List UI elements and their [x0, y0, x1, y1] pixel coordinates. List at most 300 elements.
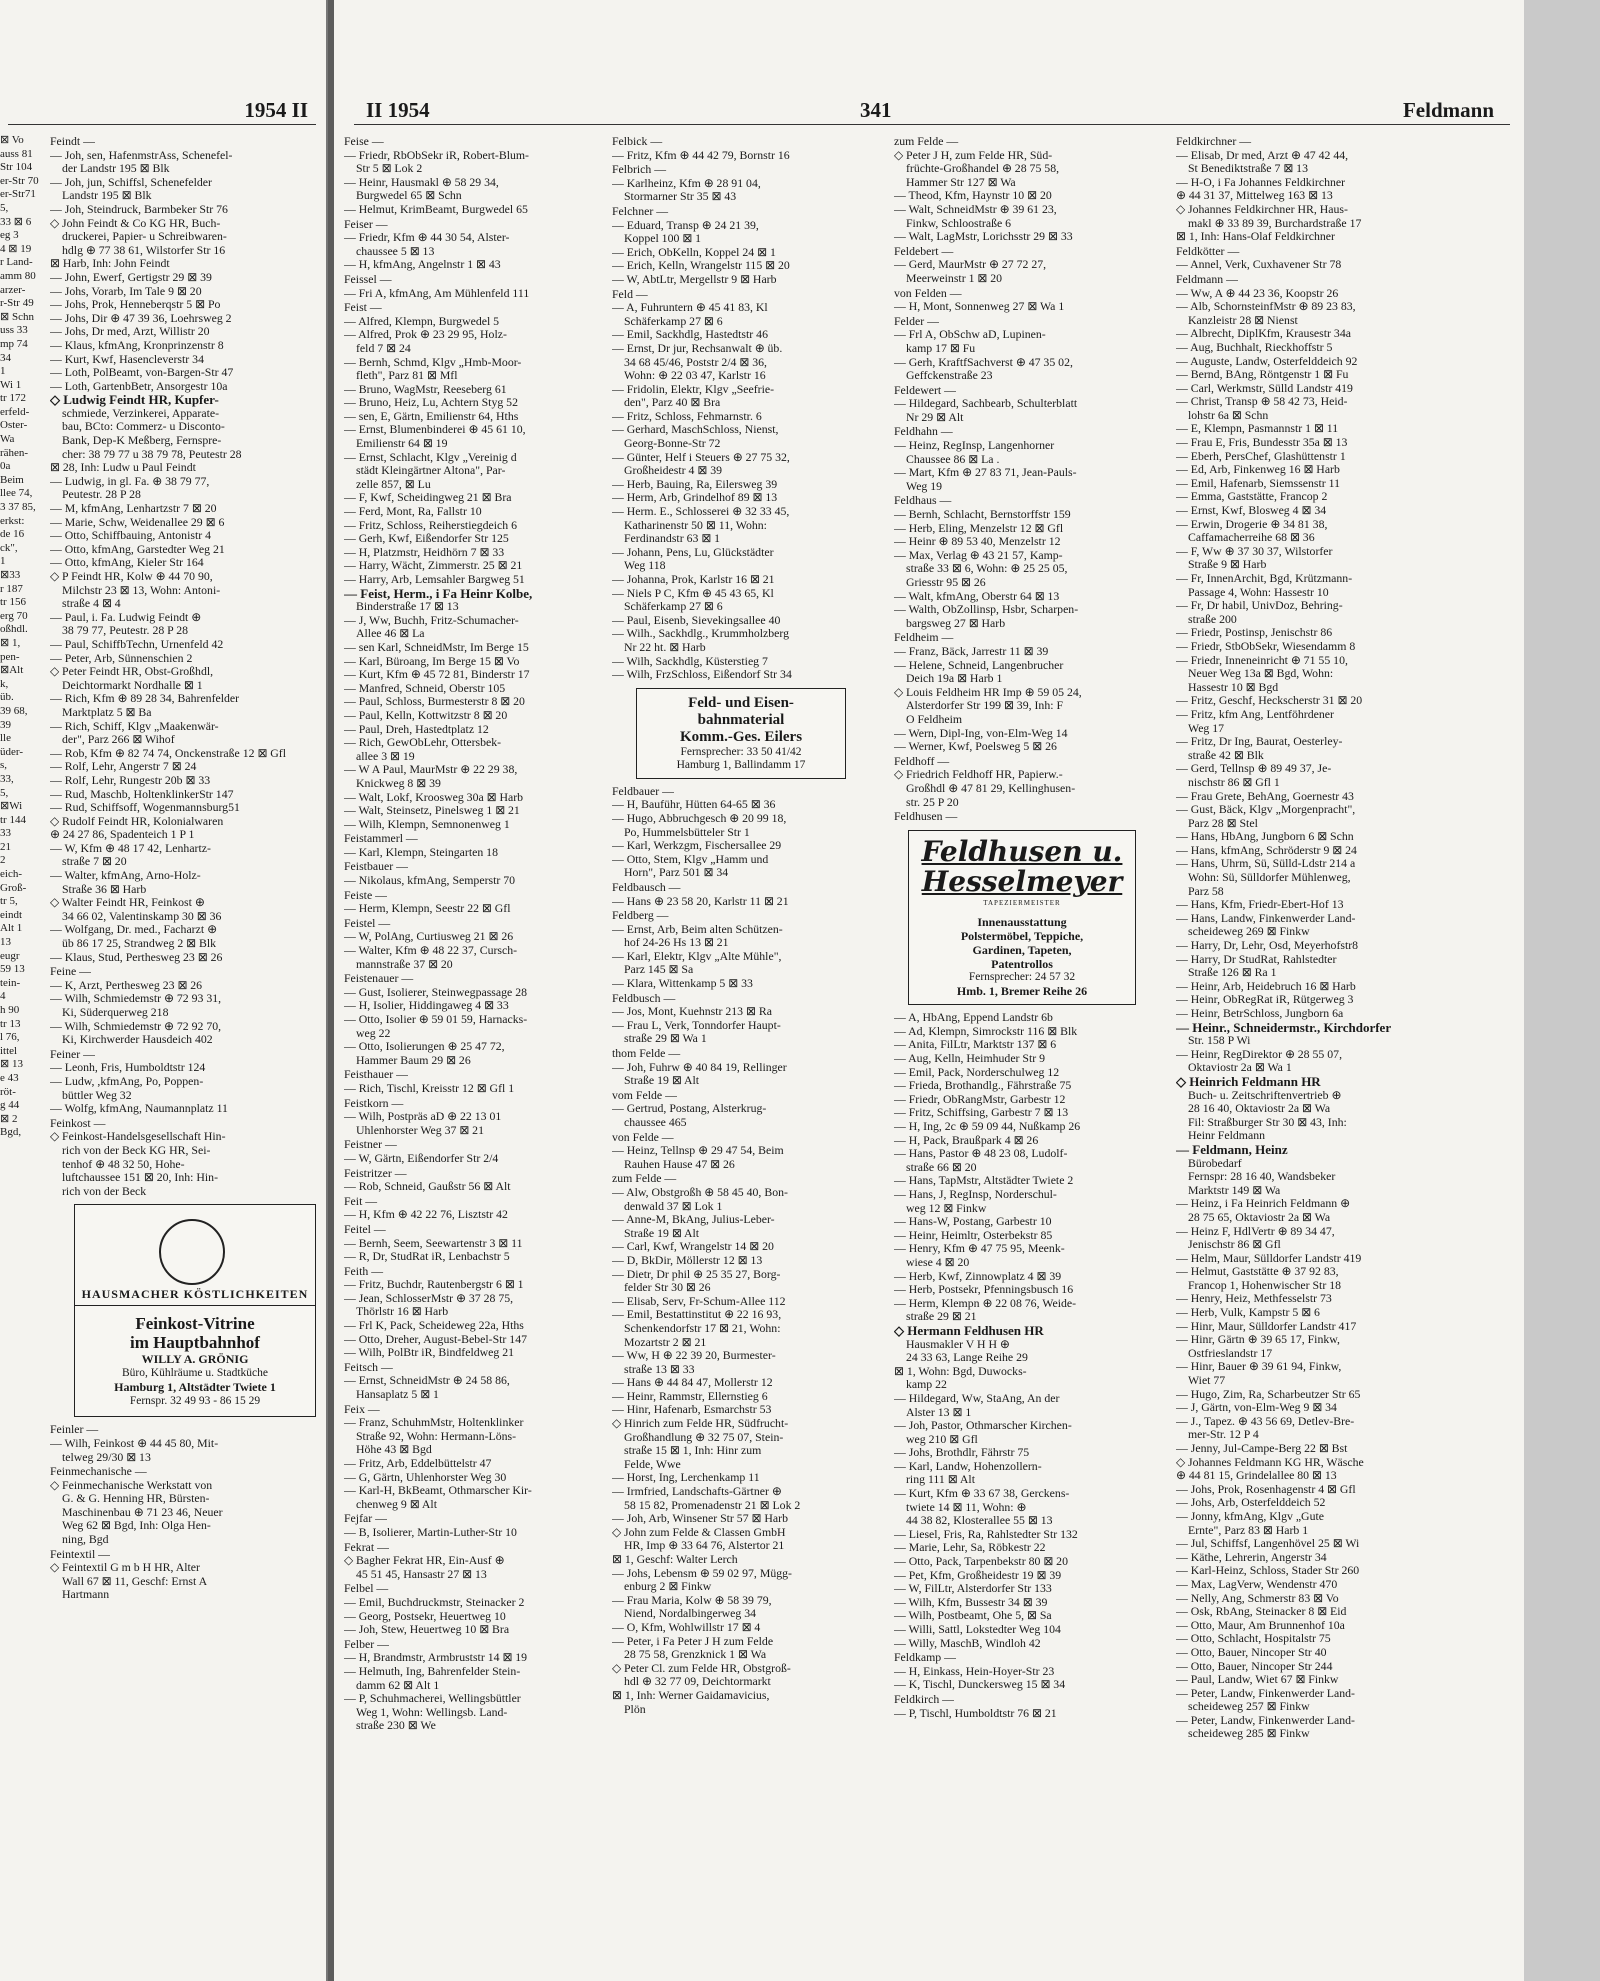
listing-line: — John, Ewerf, Gertigstr 29 ⊠ 39	[50, 270, 212, 284]
listing-line: — H, Mont, Sonnenweg 27 ⊠ Wa 1	[894, 300, 1065, 314]
listing-line: — J, Gärtn, von-Elm-Weg 9 ⊠ 34	[1176, 1401, 1337, 1415]
listing-line: — H, Ing, 2c ⊕ 59 09 44, Nußkamp 26	[894, 1120, 1081, 1134]
listing-line: — sen, E, Gärtn, Emilienstr 64, Hths	[344, 409, 519, 423]
listing-line: zelle 857, ⊠ Lu	[356, 477, 431, 491]
page-number: 341	[860, 98, 892, 122]
listing-line: — Hinr, Bauer ⊕ 39 61 94, Finkw,	[1176, 1360, 1342, 1374]
listing-line: ⊠ 13	[0, 1058, 23, 1071]
listing-line: 28 75 58, Grenzknick 1 ⊠ Wa	[624, 1648, 767, 1662]
listing-line: — F, Kwf, Scheidingweg 21 ⊠ Bra	[344, 491, 512, 505]
listing-line: — Walt, Lokf, Kroosweg 30a ⊠ Harb	[344, 790, 524, 804]
listing-line: — Friedr, Postinsp, Jenischstr 86	[1176, 626, 1333, 640]
listing-line: tein-	[0, 976, 21, 989]
listing-line: — Carl, Kwf, Wrangelstr 14 ⊠ 20	[612, 1240, 774, 1254]
listing-line: — Rob, Schneid, Gaußstr 56 ⊠ Alt	[344, 1180, 511, 1194]
listing-line: Knickweg 8 ⊠ 39	[356, 776, 441, 790]
listing-line: — Joh, Fuhrw ⊕ 40 84 19, Rellinger	[612, 1060, 787, 1074]
listing-line: chaussee 5 ⊠ 13	[356, 244, 435, 258]
listing-line: Milchstr 23 ⊠ 13, Wohn: Antoni-	[62, 583, 221, 597]
listing-line: Jenischstr 86 ⊠ Gfl	[1188, 1238, 1281, 1252]
listing-line: Straße 19 ⊠ Alt	[624, 1074, 700, 1088]
listing-line: — Günter, Helf i Steuers ⊕ 27 75 32,	[612, 450, 790, 464]
listing-line: Griesstr 95 ⊠ 26	[906, 576, 986, 589]
listing-line: — Johanna, Prok, Karlstr 16 ⊠ 21	[612, 573, 775, 586]
listing-line: Hartmann	[62, 1588, 110, 1602]
listing-line: — D, BkDir, Möllerstr 12 ⊠ 13	[612, 1253, 763, 1267]
listing-line: Feinkost —	[50, 1116, 106, 1130]
listing-line: Hassestr 10 ⊠ Bgd	[1188, 680, 1279, 694]
listing-line: Oktaviostr 2a ⊠ Wa 1	[1188, 1061, 1292, 1075]
listing-line: — Heinz, Tellnsp ⊕ 29 47 54, Beim	[612, 1144, 784, 1158]
listing-line: Felde, Wwe	[624, 1457, 681, 1471]
listing-line: — Harry, Dr StudRat, Rahlstedter	[1176, 952, 1337, 966]
listing-line: Feldkamp —	[894, 1651, 956, 1665]
listing-line: — Helmut, Gaststätte ⊕ 37 92 83,	[1176, 1265, 1339, 1279]
page-edge	[1524, 0, 1600, 1981]
listing-line: weg 12 ⊠ Finkw	[906, 1201, 987, 1215]
listing-line: 1	[0, 365, 6, 378]
listing-line: — Joh, jun, Schiffsl, Schenefelder	[50, 175, 212, 189]
listing-line: — Ww, A ⊕ 44 23 36, Koopstr 26	[1176, 286, 1339, 300]
eilers-advertisement: Feld- und Eisen- bahnmaterial Komm.-Ges. Eilers Fernsprecher: 33 50 41/42 Hamburg 1, Ballindamm 17	[636, 688, 846, 779]
listing-line: — Hans, J, RegInsp, Norderschul-	[894, 1188, 1057, 1201]
listing-line: — Hinr, Maur, Sülldorfer Landstr 417	[1176, 1319, 1357, 1333]
listing-line: — Wilh, Postpräs aD ⊕ 22 13 01	[344, 1110, 502, 1124]
listing-line: — Helmut, KrimBeamt, Burgwedel 65	[344, 202, 528, 216]
listing-line: — Feist, Herm., i Fa Heinr Kolbe,	[344, 586, 533, 601]
listing-line: Weg 19	[906, 479, 943, 493]
listing-line: — Alfred, Prok ⊕ 23 29 95, Holz-	[344, 328, 507, 342]
listing-line: 21	[0, 840, 11, 853]
listing-line: — Peter, Arb, Sünnenschien 2	[50, 651, 193, 665]
listing-line: Feindt —	[50, 135, 95, 148]
listing-line: — Frau E, Fris, Bundesstr 35a ⊠ 13	[1176, 436, 1348, 450]
listing-line: 34 66 02, Valentinskamp 30 ⊠ 36	[62, 909, 222, 923]
listing-line: tr 144	[0, 813, 26, 826]
listing-line: — Herm, Klempn, Seestr 22 ⊠ Gfl	[344, 902, 511, 916]
listing-line: denwald 37 ⊠ Lok 1	[624, 1199, 723, 1213]
listing-line: er-Str 70	[0, 174, 39, 187]
listing-line: kamp 22	[906, 1378, 947, 1392]
listing-line: 38 79 77, Peutestr. 28 P 28	[62, 624, 189, 638]
listing-line: Oster-	[0, 419, 28, 432]
left-margin-column	[0, 134, 46, 1974]
listing-line: allee 3 ⊠ 19	[356, 749, 415, 763]
listing-line: 0a	[0, 460, 11, 473]
listing-line: Großheidestr 4 ⊠ 39	[624, 464, 723, 478]
listing-line: — Peter, Landw, Finkenwerder Land-	[1176, 1713, 1355, 1727]
listing-line: — Herm. E., Schlosserei ⊕ 32 33 45,	[612, 505, 790, 519]
listing-line: Meerweinstr 1 ⊠ 20	[906, 271, 1003, 285]
listing-line: s,	[0, 759, 8, 772]
listing-line: — Helm, Maur, Sülldorfer Landstr 419	[1176, 1251, 1362, 1265]
listing-line: Maschinenbau ⊕ 71 23 46, Neuer	[62, 1505, 223, 1519]
listing-line: — Dietr, Dr phil ⊕ 25 35 27, Borg-	[612, 1267, 781, 1281]
listing-line: 39	[0, 718, 11, 731]
listing-line: — Otto, Schiffbauing, Antonistr 4	[50, 529, 212, 543]
listing-line: — Emil, Buchdruckmstr, Steinacker 2	[344, 1595, 525, 1609]
listing-line: straße 66 ⊠ 20	[906, 1160, 977, 1174]
listing-line: Wa	[0, 433, 15, 446]
listing-line: — Herm, Arb, Grindelhof 89 ⊠ 13	[612, 491, 778, 505]
listing-line: — Ernst, Schlacht, Klgv „Vereinig d	[344, 450, 517, 464]
listing-line: — Wilh, Feinkost ⊕ 44 45 80, Mit-	[50, 1436, 219, 1450]
listing-line: — Ferd, Mont, Ra, Fallstr 10	[344, 505, 482, 519]
listing-line: — Emma, Gaststätte, Francop 2	[1176, 490, 1328, 504]
listing-line: ⊠ Schn	[0, 310, 34, 323]
listing-line: — Liesel, Fris, Ra, Rahlstedter Str 132	[894, 1527, 1078, 1541]
listing-line: — K, Tischl, Dunckersweg 15 ⊠ 34	[894, 1678, 1066, 1692]
listing-line: straße 15 ⊠ 1, Inh: Hinr zum	[624, 1444, 762, 1458]
listing-line: — Irmfried, Landschafts-Gärtner ⊕	[612, 1485, 782, 1499]
listing-line: Binderstraße 17 ⊠ 13	[356, 600, 459, 614]
listing-line: Wi 1	[0, 378, 22, 391]
listing-line: ⊠Alt	[0, 664, 24, 677]
listing-line: ittel	[0, 1044, 18, 1057]
listing-line: — Ernst, Dr jur, Rechsanwalt ⊕ üb.	[612, 341, 783, 355]
listing-line: — Walt, kfmAng, Oberstr 64 ⊠ 13	[894, 589, 1060, 603]
listing-line: thom Felde —	[612, 1047, 681, 1061]
listing-line: — W A Paul, MaurMstr ⊕ 22 29 38,	[344, 763, 518, 777]
listing-line: fleth", Parz 81 ⊠ Mfl	[356, 369, 458, 383]
listing-line: — Emil, Pack, Norderschulweg 12	[894, 1065, 1060, 1079]
listing-line: — Hugo, Abbruchgesch ⊕ 20 99 18,	[612, 811, 787, 825]
listing-line: — Hans, Uhrm, Sü, Sülld-Ldstr 214 a	[1176, 857, 1356, 871]
listing-line: — Walt, LagMstr, Lorichsstr 29 ⊠ 33	[894, 230, 1073, 244]
listing-line: — Herb, Postsekr, Pfenningsbusch 16	[894, 1283, 1074, 1297]
hesselmeyer-logo: Hesselmeyer	[921, 864, 1123, 898]
listing-line: — Nelly, Ang, Schmerstr 83 ⊠ Vo	[1176, 1591, 1339, 1605]
listing-line: Allee 46 ⊠ La	[356, 627, 425, 641]
listing-line: — J., Tapez. ⊕ 43 56 69, Detlev-Bre-	[1176, 1414, 1355, 1428]
listing-line: damm 62 ⊠ Alt 1	[356, 1678, 440, 1692]
listing-line: Burgwedel 65 ⊠ Schn	[356, 189, 462, 203]
listing-line: Bank, Dep-K Meßberg, Fernspre-	[62, 434, 222, 448]
column-4	[1176, 134, 1516, 1974]
listing-line: zum Felde —	[894, 135, 959, 148]
listing-line: ◇ John zum Felde & Classen GmbH	[612, 1525, 786, 1539]
listing-line: Fejfar —	[344, 1512, 387, 1526]
listing-line: telweg 29/30 ⊠ 13	[62, 1450, 151, 1464]
listing-line: — Karl, Werkzgm, Fischersallee 29	[612, 839, 782, 853]
listing-line: — G, Gärtn, Uhlenhorster Weg 30	[344, 1470, 507, 1484]
listing-line: Felbel —	[344, 1582, 389, 1596]
listing-line: Feistammerl —	[344, 832, 418, 846]
listing-line: — Herb, Vulk, Kampstr 5 ⊠ 6	[1176, 1306, 1320, 1320]
listing-line: r Land-	[0, 256, 33, 269]
listing-line: — Herb, Bauing, Ra, Eilersweg 39	[612, 477, 778, 491]
listing-line: — Max, Verlag ⊕ 43 21 57, Kamp-	[894, 548, 1063, 562]
listing-line: — Hildegard, Sachbearb, Schulterblatt	[894, 397, 1078, 411]
listing-line: — sen Karl, SchneidMstr, Im Berge 15	[344, 640, 529, 654]
listing-line: — Paul, SchiffbTechn, Urnenfeld 42	[50, 637, 224, 651]
listing-line: druckerei, Papier- u Schreibwaren-	[62, 230, 227, 244]
listing-line: — Wilh, Kfm, Bussestr 34 ⊠ 39	[894, 1595, 1048, 1609]
listing-line: — Paul, Schloss, Burmesterstr 8 ⊠ 20	[344, 695, 525, 709]
listing-line: — Christ, Transp ⊕ 58 42 73, Heid-	[1176, 395, 1348, 409]
listing-line: — Frieda, Brothandlg., Fährstraße 75	[894, 1079, 1072, 1093]
listing-line: ◇ Bagher Fekrat HR, Ein-Ausf ⊕	[344, 1554, 505, 1568]
listing-line: Fekrat —	[344, 1540, 389, 1554]
listing-line: Hammer Str 127 ⊠ Wa	[906, 175, 1016, 189]
listing-line: Feldebert —	[894, 244, 954, 258]
listing-line: 45 51 45, Hansastr 27 ⊠ 13	[356, 1567, 487, 1581]
listing-line: — Harry, Dr, Lehr, Osd, Meyerhofstr8	[1176, 939, 1359, 953]
listing-line: — Friedr, RbObSekr iR, Robert-Blum-	[344, 148, 529, 162]
listing-line: — Heinz, i Fa Heinrich Feldmann ⊕	[1176, 1197, 1351, 1211]
listing-line: Str. 158 P Wi	[1188, 1034, 1251, 1048]
listing-line: Straße 19 ⊠ Alt	[624, 1226, 700, 1240]
listing-line: Buch- u. Zeitschriftenvertrieb ⊕	[1188, 1088, 1342, 1102]
listing-line: — Rolf, Lehr, Angerstr 7 ⊠ 24	[50, 760, 197, 774]
listing-line: eg 3	[0, 229, 19, 242]
listing-line: Hansaplatz 5 ⊠ 1	[356, 1388, 439, 1402]
listing-line: — Peter, Landw, Finkenwerder Land-	[1176, 1686, 1355, 1700]
listing-line: — Friedr, Inneneinricht ⊕ 71 55 10,	[1176, 653, 1348, 667]
feldhusen-advertisement: Feldhusen u. Hesselmeyer TAPEZIERMEISTER Innenausstattung Polstermöbel, Teppiche, Gardinen, Tapeten, Patentrollos Fernsprecher: 24 57 32 Hmb. 1, Bremer Reihe 26	[908, 830, 1136, 1006]
listing-line: — Anne-M, BkAng, Julius-Leber-	[612, 1213, 775, 1227]
listing-line: ⊠33	[0, 569, 21, 581]
listing-line: der", Parz 266 ⊠ Wihof	[62, 733, 175, 747]
listing-line: — F, Ww ⊕ 37 30 37, Wilstorfer	[1176, 544, 1333, 558]
listing-line: — A, HbAng, Eppend Landstr 6b	[894, 1011, 1053, 1025]
listing-line: Emilienstr 64 ⊠ 19	[356, 437, 448, 451]
listing-line: Feit —	[344, 1194, 378, 1208]
listing-line: — Otto, Isolier ⊕ 59 01 59, Harnacks-	[344, 1013, 528, 1026]
listing-line: — M, kfmAng, Lenhartzstr 7 ⊠ 20	[50, 502, 217, 516]
listing-line: — Jenny, Jul-Campe-Berg 22 ⊠ Bst	[1176, 1442, 1348, 1455]
listing-line: — Hinr, Hafenarb, Esmarchstr 53	[612, 1403, 772, 1417]
listing-line: — Ernst, Arb, Beim alten Schützen-	[612, 922, 783, 936]
listing-line: ◇ Peter Cl. zum Felde HR, Obstgroß-	[612, 1661, 791, 1675]
listing-line: — Bernh, Seem, Seewartenstr 3 ⊠ 11	[344, 1236, 523, 1250]
listing-line: — Fritz, kfm Ang, Lentföhrdener	[1176, 707, 1334, 721]
listing-line: von Felde —	[612, 1130, 674, 1144]
listing-line: — Käthe, Lehrerin, Angerstr 34	[1176, 1550, 1327, 1564]
listing-line: — Willi, Sattl, Lokstedter Weg 104	[894, 1623, 1061, 1636]
listing-line: — Karl, Elektr, Klgv „Alte Mühle",	[612, 949, 782, 963]
listing-line: — K, Arzt, Perthesweg 23 ⊠ 26	[50, 978, 203, 992]
right-page-year: II 1954	[366, 98, 430, 122]
listing-line: — Hans-W, Postang, Garbestr 10	[894, 1215, 1052, 1229]
listing-line: — Herb, Kwf, Zinnowplatz 4 ⊠ 39	[894, 1269, 1062, 1283]
listing-line: üb 86 17 25, Strandweg 2 ⊠ Blk	[62, 937, 217, 951]
listing-line: straße 230 ⊠ We	[356, 1719, 436, 1733]
listing-line: Landstr 195 ⊠ Blk	[62, 189, 152, 203]
listing-line: — Wilh, Klempn, Semnonenweg 1	[344, 817, 510, 831]
listing-line: h 90	[0, 1004, 20, 1016]
listing-line: Deichtormarkt Nordhalle ⊠ 1	[62, 678, 203, 692]
listing-line: 13	[0, 936, 11, 949]
listing-line: — Aug, Kelln, Heimhuder Str 9	[894, 1052, 1046, 1066]
listing-line: Georg-Bonne-Str 72	[624, 437, 721, 451]
listing-line: — Georg, Postsekr, Heuertweg 10	[344, 1609, 506, 1623]
listing-line: Finkw, Schloostraße 6	[906, 216, 1012, 230]
listing-line: — Heinr, Arb, Heidebruch 16 ⊠ Harb	[1176, 979, 1356, 993]
listing-line: — Frl K, Pack, Scheideweg 22a, Hths	[344, 1319, 524, 1333]
listing-line: felder Str 30 ⊠ 26	[624, 1281, 711, 1295]
listing-line: nischstr 86 ⊠ Gfl 1	[1188, 775, 1280, 789]
listing-line: O Feldheim	[906, 712, 963, 726]
listing-line: Rauhen Hause 47 ⊠ 26	[624, 1157, 735, 1171]
listing-line: Feistkorn —	[344, 1096, 404, 1110]
listing-line: chaussee 465	[624, 1116, 687, 1129]
listing-line: Bgd,	[0, 1126, 22, 1139]
listing-line: büttler Weg 32	[62, 1088, 132, 1102]
listing-line: — Eberh, PersChef, Glashüttenstr 1	[1176, 449, 1346, 463]
listing-line: — Walt, SchneidMstr ⊕ 39 61 23,	[894, 202, 1057, 216]
listing-line: Thörlstr 16 ⊠ Harb	[356, 1305, 449, 1319]
listing-line: auss 81	[0, 147, 33, 160]
listing-line: — Paul, Dreh, Hastedtplatz 12	[344, 722, 489, 736]
listing-line: röt-	[0, 1085, 16, 1098]
listing-line: tr 172	[0, 392, 26, 405]
listing-line: — Walth, ObZollinsp, Hsbr, Scharpen-	[894, 603, 1079, 617]
listing-line: üder-	[0, 745, 23, 758]
listing-line: zum Felde —	[612, 1172, 677, 1186]
listing-line: Po, Hummelsbütteler Str 1	[624, 825, 750, 839]
listing-line: mer-Str. 12 P 4	[1188, 1428, 1259, 1442]
listing-line: — Hans, kfmAng, Schröderstr 9 ⊠ 24	[1176, 843, 1357, 857]
listing-line: — Heinr ⊕ 89 53 40, Menzelstr 12	[894, 535, 1061, 549]
listing-line: — Werner, Kwf, Poelsweg 5 ⊠ 26	[894, 740, 1057, 754]
listing-line: — Fritz, Geschf, Heckscherstr 31 ⊠ 20	[1176, 694, 1363, 708]
listing-line: Schenkendorfstr 17 ⊠ 21, Wohn:	[624, 1321, 781, 1335]
listing-line: — Theod, Kfm, Haynstr 10 ⊠ 20	[894, 189, 1052, 203]
listing-line: — Karl, Büroang, Im Berge 15 ⊠ Vo	[344, 654, 520, 668]
listing-line: — H, Pack, Braußpark 4 ⊠ 26	[894, 1133, 1039, 1147]
listing-line: — Kurt, Kfm ⊕ 33 67 38, Gerckens-	[894, 1487, 1070, 1501]
column-2	[612, 134, 882, 1974]
feldhusen-logo: Feldhusen u.	[921, 834, 1123, 868]
listing-line: — Hans, TapMstr, Altstädter Twiete 2	[894, 1174, 1074, 1188]
listing-line: Katharinenstr 50 ⊠ 11, Wohn:	[624, 518, 767, 532]
listing-line: — Frl A, ObSchw aD, Lupinen-	[894, 328, 1046, 342]
listing-line: — O, Kfm, Wohlwillstr 17 ⊠ 4	[612, 1620, 761, 1634]
listing-line: Feissel —	[344, 272, 392, 286]
listing-line: — Wilh., Sackhdlg., Krummholzberg	[612, 627, 790, 641]
listing-line: — Erwin, Drogerie ⊕ 34 81 38,	[1176, 517, 1328, 531]
listing-line: — Rich, Kfm ⊕ 89 28 34, Bahrenfelder	[50, 692, 240, 706]
listing-line: ◇ Peter Feindt HR, Obst-Großhdl,	[50, 665, 214, 679]
listing-line: r 187	[0, 582, 23, 595]
listing-line: ◇ Johannes Feldmann KG HR, Wäsche	[1176, 1455, 1364, 1469]
listing-line: — Marie, Lehr, Sa, Röbkestr 22	[894, 1541, 1046, 1555]
listing-line: — Alw, Obstgroßh ⊕ 58 45 40, Bon-	[612, 1185, 788, 1199]
listing-line: Feldkirchner —	[1176, 135, 1252, 148]
listing-line: — Anita, FilLtr, Marktstr 137 ⊠ 6	[894, 1038, 1057, 1052]
listing-line: Parz 145 ⊠ Sa	[624, 963, 694, 977]
listing-line: k,	[0, 677, 9, 690]
listing-line: — Johann, Pens, Lu, Glückstädter	[612, 545, 774, 559]
listing-line: — Joh, Stew, Heuertweg 10 ⊠ Bra	[344, 1623, 510, 1637]
listing-line: ⊠ Harb, Inh: John Feindt	[50, 257, 170, 271]
listing-line: — Otto, Bauer, Nincoper Str 40	[1176, 1645, 1327, 1659]
listing-line: — Herm, Klempn ⊕ 22 08 76, Weide-	[894, 1296, 1077, 1310]
listing-line: Plön	[624, 1702, 646, 1716]
listing-line: lle	[0, 732, 11, 745]
listing-line: l 76,	[0, 1031, 20, 1044]
listing-line: — Heinr, Rammstr, Ellernstieg 6	[612, 1389, 768, 1403]
listing-line: — Paul, Landw, Wiet 67 ⊠ Finkw	[1176, 1673, 1339, 1687]
listing-line: — Franz, SchuhmMstr, Holtenklinker	[344, 1416, 524, 1430]
listing-line: — Johs, Dir ⊕ 47 39 36, Loehrsweg 2	[50, 311, 232, 325]
column-3	[894, 134, 1164, 1974]
listing-line: — Karl-H, BkBeamt, Othmarscher Kir-	[344, 1484, 532, 1498]
listing-line: Nr 22 ht. ⊠ Harb	[624, 640, 706, 654]
listing-line: Niend, Nordalbingerweg 34	[624, 1607, 757, 1621]
listing-line: — H, Isolier, Hiddingaweg 4 ⊠ 33	[344, 999, 509, 1013]
listing-line: g 44	[0, 1099, 20, 1112]
listing-line: rich von der Beck	[62, 1184, 147, 1198]
listing-line: früchte-Großhandel ⊕ 28 75 58,	[906, 162, 1060, 176]
listing-line: — Gerhard, MaschSchloss, Nienst,	[612, 423, 779, 437]
listing-line: — Erich, ObKelln, Koppel 24 ⊠ 1	[612, 245, 776, 259]
listing-line: Feisthauer —	[344, 1068, 408, 1082]
listing-line: Felber —	[344, 1637, 389, 1651]
listing-line: ◇ John Feindt & Co KG HR, Buch-	[50, 216, 221, 230]
listing-line: Beim	[0, 473, 24, 486]
listing-line: HR, Imp ⊕ 33 64 76, Alstertor 21	[624, 1539, 785, 1553]
listing-line: Straße 92, Wohn: Hermann-Löns-	[356, 1429, 517, 1443]
listing-line: wiese 4 ⊠ 20	[906, 1255, 970, 1269]
listing-line: — Ernst, Kwf, Blosweg 4 ⊠ 34	[1176, 504, 1327, 518]
listing-line: — Johs, Prok, Henneberqstr 5 ⊠ Po	[50, 298, 221, 312]
listing-line: 34	[0, 351, 11, 364]
listing-line: — W, FilLtr, Alsterdorfer Str 133	[894, 1582, 1052, 1596]
listing-line: tr 156	[0, 596, 26, 609]
listing-line: — Walt, Steinsetz, Pinelsweg 1 ⊠ 21	[344, 804, 520, 818]
listing-line: — Mart, Kfm ⊕ 27 83 71, Jean-Pauls-	[894, 466, 1077, 480]
listing-line: ◇ Hermann Feldhusen HR	[894, 1323, 1044, 1338]
listing-line: G. & G. Henning HR, Bürsten-	[62, 1492, 210, 1506]
listing-line: 4	[0, 990, 6, 1003]
listing-line: — H-O, i Fa Johannes Feldkirchner	[1176, 175, 1346, 189]
listing-line: Deich 19a ⊠ Harb 1	[906, 672, 1003, 686]
listing-line: Felder —	[894, 314, 939, 328]
listing-line: luftchaussee 151 ⊠ 20, Inh: Hin-	[62, 1171, 219, 1185]
listing-line: straße 13 ⊠ 33	[624, 1362, 695, 1376]
listing-line: — Gertrud, Postang, Alsterkrug-	[612, 1102, 767, 1116]
listing-line: — Wilh, PolBtr iR, Bindfeldweg 21	[344, 1346, 515, 1360]
listing-line: Straße 36 ⊠ Harb	[62, 882, 147, 896]
listing-line: Fernspr: 28 16 40, Wandsbeker	[1188, 1170, 1336, 1184]
listing-line: — Wilh, FrzSchloss, Eißendorf Str 34	[612, 668, 792, 682]
listing-line: 3 37 85,	[0, 501, 36, 514]
listing-line: 1	[0, 555, 6, 568]
listing-line: Feiser —	[344, 217, 388, 231]
listing-line: — Heinr., Schneidermstr., Kirchdorfer	[1176, 1020, 1392, 1035]
listing-line: Marktplatz 5 ⊠ Ba	[62, 705, 152, 719]
listing-line: 2	[0, 854, 6, 867]
listing-line: Feise —	[344, 135, 384, 148]
listing-line: — Frau Grete, BehAng, Goernestr 43	[1176, 789, 1354, 803]
listing-line: rich von der Beck KG HR, Sei-	[62, 1143, 211, 1157]
listing-line: — Karlheinz, Kfm ⊕ 28 91 04,	[612, 176, 761, 190]
listing-line: — Rolf, Lehr, Rungestr 20b ⊠ 33	[50, 773, 211, 787]
listing-line: — Gust, Isolierer, Steinwegpassage 28	[344, 985, 527, 999]
listing-line: tr 13	[0, 1017, 21, 1030]
listing-line: Feist —	[344, 301, 382, 315]
listing-line: — Rich, Tischl, Kreisstr 12 ⊠ Gfl 1	[344, 1081, 515, 1095]
listing-line: Feldhaus —	[894, 494, 952, 508]
listing-line: — Nikolaus, kfmAng, Semperstr 70	[344, 874, 516, 888]
listing-line: rähen-	[0, 446, 29, 459]
listing-line: Neuer Weg 13a ⊠ Bgd, Wohn:	[1188, 667, 1334, 681]
listing-line: amm 80	[0, 269, 36, 282]
listing-line: Felbrich —	[612, 163, 667, 177]
listing-line: — Peter, i Fa Peter J H zum Felde	[612, 1634, 774, 1648]
